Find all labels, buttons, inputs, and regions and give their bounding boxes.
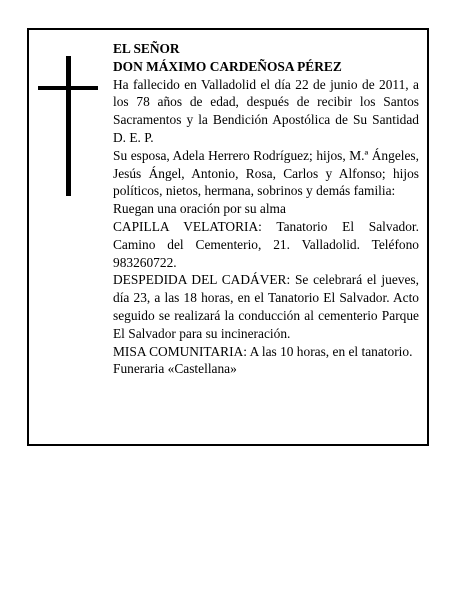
- cross-icon: [38, 56, 98, 196]
- death-notice: Ha fallecido en Valladolid el día 22 de junio de 2011, a los 78 años de edad, después de recibir los Santos Sacramentos y la Bendición Apostólica de Su Santidad D. E. P.: [113, 76, 419, 145]
- prayer-request: Ruegan una oración por su alma: [113, 201, 286, 217]
- funeral-home: Funeraria «Castellana»: [113, 361, 237, 377]
- family-notice: Su esposa, Adela Herrero Rodríguez; hijos, M.ª Ángeles, Jesús Ángel, Antonio, Rosa, Carlos y Alfonso; hijos políticos, nietos, hermana, sobrinos y demás familia:: [113, 147, 419, 199]
- farewell-info: DESPEDIDA DEL CADÁVER: Se celebrará el jueves, día 23, a las 18 horas, en el Tanatorio El Salvador. Acto seguido se realizará la conducción al cementerio Parque El Salvador para su incineración.: [113, 272, 419, 341]
- obituary-title: EL SEÑOR: [113, 41, 180, 56]
- deceased-name: DON MÁXIMO CARDEÑOSA PÉREZ: [113, 58, 342, 74]
- obituary-text: [113, 40, 419, 378]
- cross-vertical-bar: [66, 56, 71, 196]
- wake-chapel-info: CAPILLA VELATORIA: Tanatorio El Salvador. Camino del Cementerio, 21. Valladolid. Teléfono 983260722.: [113, 218, 419, 270]
- cross-horizontal-bar: [38, 86, 98, 90]
- mass-info: MISA COMUNITARIA: A las 10 horas, en el tanatorio.: [113, 343, 413, 359]
